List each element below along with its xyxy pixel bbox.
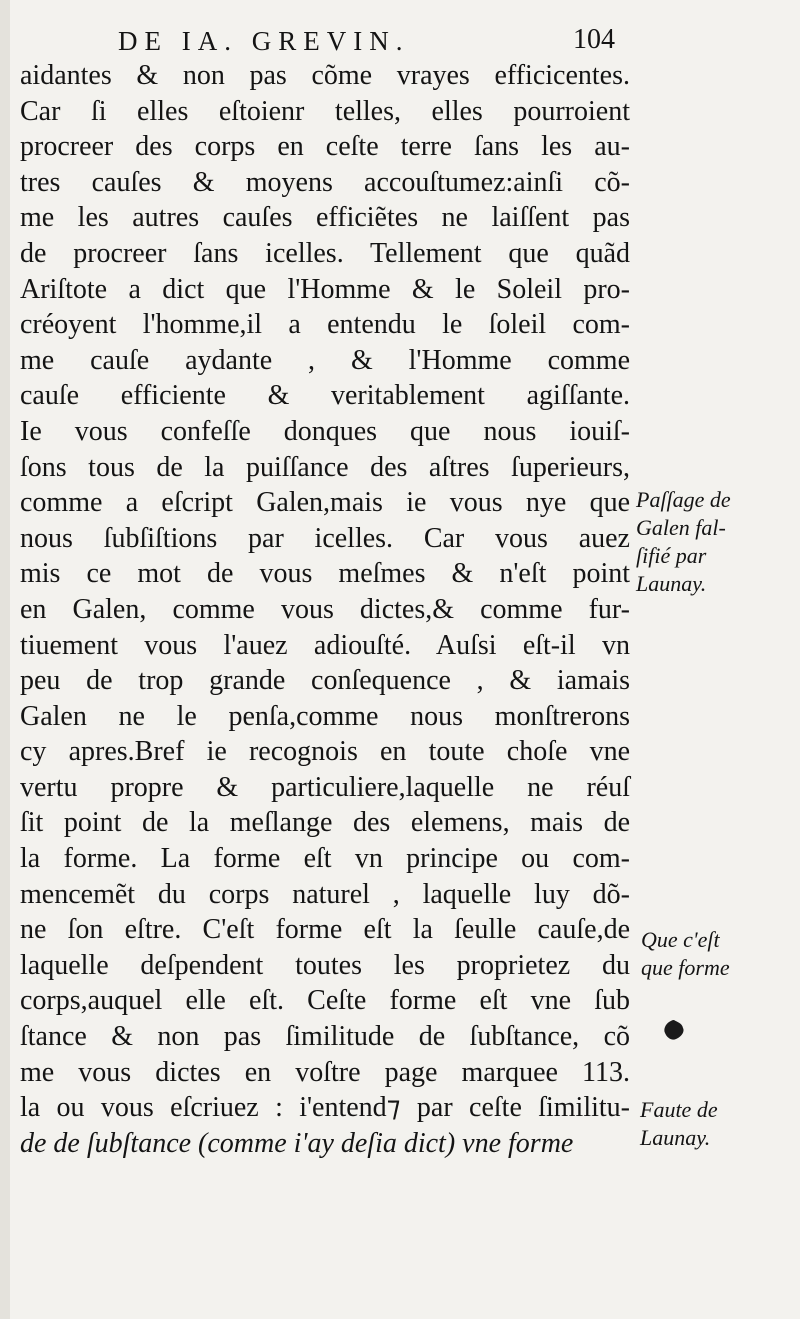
body-text [20, 58, 630, 1161]
text-line: me les autres cauſes efficiẽtes ne laiſſent pas [20, 202, 630, 234]
text-line: ſit point de la meſlange des elemens, mais de [20, 807, 630, 839]
text-line: Car ſi elles eſtoienr telles, elles pourroient [20, 95, 630, 127]
text-line: ne ſon eſtre. C'eſt forme eſt la ſeulle cauſe,de [20, 914, 630, 946]
page-number: 104 [573, 24, 615, 55]
text-line: nous ſubſiſtions par icelles. Car vous auez [20, 522, 630, 554]
text-line: Ariſtote a dict que l'Homme & le Soleil pro- [20, 273, 630, 305]
margin-note-line: Launay. [640, 1125, 711, 1150]
text-line: de procreer ſans icelles. Tellement que quãd [20, 237, 630, 269]
text-line: ſons tous de la puiſſance des aſtres ſuperieurs, [20, 451, 630, 483]
margin-note-faute [640, 1096, 718, 1152]
text-line: aidantes & non pas cõme vrayes efficicentes. [20, 60, 630, 91]
text-line: en Galen, comme vous dictes,& comme fur- [20, 593, 630, 625]
text-line: corps,auquel elle eſt. Ceſte forme eſt vne ſub [20, 985, 630, 1017]
text-line: la ou vous eſcriuez : i'entend⁊ par ceſte ſimilitu- [20, 1092, 630, 1124]
margin-note-line: ſifié par [636, 543, 707, 568]
text-line: ſtance & non pas ſimilitude de ſubſtance, cõ [20, 1021, 630, 1053]
running-head: DE IA. GREVIN. [118, 26, 410, 56]
text-line: mis ce mot de vous meſmes & n'eſt point [20, 558, 630, 590]
text-line: Ie vous confeſſe donques que nous iouiſ- [20, 415, 630, 447]
text-line: Galen ne le penſa,comme nous monſtrerons [20, 700, 630, 732]
text-line: peu de trop grande conſequence , & iamais [20, 665, 630, 697]
text-line: me vous dictes en voſtre page marquee 113. [20, 1056, 630, 1088]
text-line: créoyent l'homme,il a entendu le ſoleil com- [20, 309, 630, 341]
margin-note-line: Galen fal- [636, 515, 726, 540]
text-line-italic: de de ſubſtance (comme i'ay deſia dict) vne forme [20, 1127, 574, 1159]
page-edge-shadow [0, 0, 10, 1319]
text-line: procreer des corps en ceſte terre ſans les au- [20, 131, 630, 163]
text-line: comme a eſcript Galen,mais ie vous nye que [20, 487, 630, 519]
margin-note-line: que forme [641, 955, 730, 980]
text-line: cy apres.Bref ie recognois en toute choſe vne [20, 736, 630, 768]
margin-note-line: Launay. [636, 571, 707, 596]
text-line: tres cauſes & moyens accouſtumez:ainſi cõ- [20, 166, 630, 198]
margin-note-line: Que c'eſt [641, 927, 720, 952]
text-line: vertu propre & particuliere,laquelle ne réuſ [20, 771, 630, 803]
text-line: cauſe efficiente & veritablement agiſſante. [20, 380, 630, 412]
margin-note-forme [641, 926, 730, 982]
text-line: tiuement vous l'auez adiouſté. Auſsi eſt-il vn [20, 629, 630, 661]
text-line: la forme. La forme eſt vn principe ou com- [20, 843, 630, 875]
margin-note-line: Paſſage de [636, 487, 731, 512]
text-line: mencemẽt du corps naturel , laquelle luy dõ- [20, 878, 630, 910]
page-header [118, 20, 638, 60]
ink-blot-mark [662, 1018, 686, 1042]
margin-note-passage [636, 486, 731, 598]
text-line: laquelle deſpendent toutes les proprietez du [20, 949, 630, 981]
margin-note-line: Faute de [640, 1097, 718, 1122]
text-line: me cauſe aydante , & l'Homme comme [20, 344, 630, 376]
